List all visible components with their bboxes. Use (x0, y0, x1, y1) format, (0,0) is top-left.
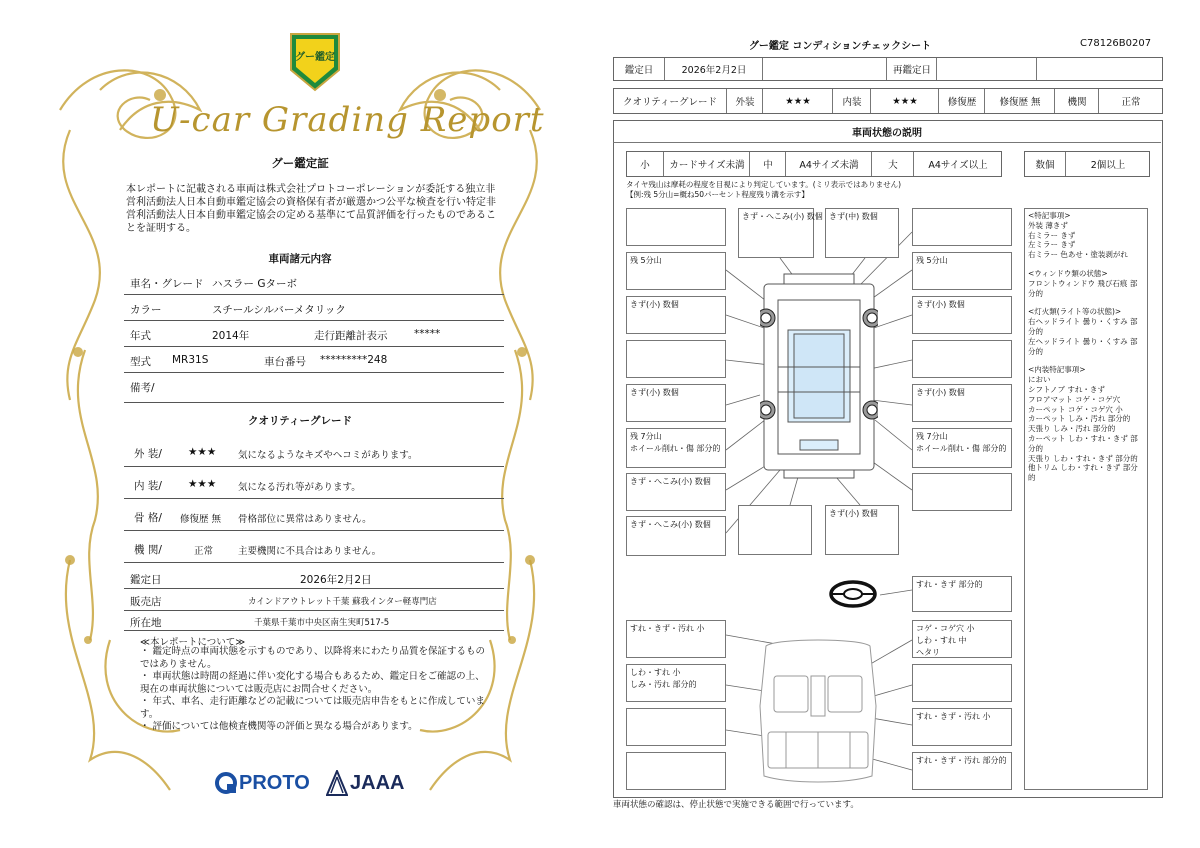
size-s-desc: カードサイズ未満 (663, 152, 750, 176)
exterior-stars: ★★★ (188, 446, 217, 458)
size-l: 大 (871, 152, 914, 176)
int-right1-line3: ヘタリ (916, 648, 940, 657)
note-line: 右ミラー 色あせ・塗装剥がれ (1028, 250, 1128, 260)
note-line (1028, 356, 1144, 365)
int-right1-line1: コゲ・コゲ穴 小 (916, 624, 975, 633)
date-label: 鑑定日 (624, 65, 654, 76)
note-line: <灯火類(ライト等の状態)> (1028, 307, 1122, 317)
int-left2-line2: しみ・汚れ 部分的 (630, 680, 697, 689)
ext-box-tire-rr (912, 428, 1012, 468)
note-line: フロントウィンドウ 飛び石痕 部分的 (1028, 278, 1138, 298)
interior-label: 内 装/ (134, 480, 162, 492)
size-m-desc: A4サイズ未満 (785, 152, 872, 176)
ext-box-left-2 (626, 340, 726, 378)
dealer-value: カインドアウトレット千葉 蘇我インター軽専門店 (248, 597, 437, 607)
note-line: フロアマット コゲ・コゲ穴 (1028, 394, 1121, 404)
size-m: 中 (749, 152, 786, 176)
count-desc: 2個以上 (1065, 152, 1150, 176)
spec-year-label: 年式 (130, 330, 151, 342)
note-line: 外装 薄きず (1028, 220, 1068, 230)
note-line: 他トリム しわ・すれ・きず 部分的 (1028, 463, 1138, 483)
grade-engine-label: 機関 (1054, 89, 1099, 113)
grade-int-stars: ★★★ (870, 89, 939, 113)
int-box-steering: すれ・きず 部分的 (912, 576, 1012, 612)
tire-rl-line2: ホイール削れ・傷 部分的 (630, 444, 721, 453)
note-line: 右ミラー きず (1028, 230, 1076, 240)
ext-box-left-5: きず・へこみ(小) 数個 (626, 516, 726, 556)
steering-wheel-icon (828, 578, 878, 610)
grade-repair-value: 修復歴 無 (984, 89, 1055, 113)
grade-ext-label: 外装 (726, 89, 763, 113)
badge-label: グー鑑定 (295, 52, 335, 63)
spec-vin-label: 車台番号 (264, 356, 306, 368)
sheet-code: C78126B0207 (1080, 38, 1152, 49)
engine-value: 正常 (194, 546, 214, 557)
ext-box-front-2: きず(中) 数個 (825, 208, 899, 258)
note-line: におい (1028, 375, 1051, 385)
note-line: 左ヘッドライト 曇り・くすみ 部分的 (1028, 336, 1138, 356)
frame-label: 骨 格/ (134, 512, 162, 524)
note-line: カーペット コゲ・コゲ穴 小 (1028, 404, 1123, 414)
int-box-right-3: すれ・きず・汚れ 小 (912, 708, 1012, 746)
tire-rr-line1: 残 7分山 (916, 432, 948, 441)
ext-box-right-2 (912, 340, 1012, 378)
int-box-left-2 (626, 664, 726, 702)
exterior-label: 外 装/ (134, 448, 162, 460)
grade-engine-value: 正常 (1098, 89, 1163, 113)
note-line (1028, 260, 1144, 269)
ext-box-front-left (626, 208, 726, 246)
ext-box-left-4: きず・へこみ(小) 数個 (626, 473, 726, 511)
int-box-right-4: すれ・きず・汚れ 部分的 (912, 752, 1012, 790)
proto-text: PROTO (239, 772, 310, 794)
sheet-title: グー鑑定 コンディションチェックシート (748, 41, 932, 52)
frame-text: 骨格部位に異常はありません。 (238, 514, 372, 525)
grade-int-label: 内装 (832, 89, 871, 113)
int-left2-line1: しわ・すれ 小 (630, 668, 681, 677)
tire-rr-line2: ホイール削れ・傷 部分的 (916, 444, 1007, 453)
note-line: <内装特記事項> (1028, 365, 1086, 375)
script-title: U-car Grading Report (150, 100, 545, 140)
tire-note-2: 【例:残 5分山=概ね50パーセント程度残り溝を示す】 (626, 190, 809, 199)
grade-title: クオリティーグレード (622, 97, 718, 108)
count-label: 数個 (1035, 160, 1055, 171)
quality-heading: クオリティーグレード (248, 415, 352, 427)
note-line: <ウィンドウ類の状態> (1028, 268, 1108, 278)
note-line: 天張り しわ・すれ・きず 部分的 (1028, 453, 1138, 463)
note-line: 左ミラー きず (1028, 240, 1076, 250)
note-line: シフトノブ すれ・きず (1028, 384, 1105, 394)
car-interior-diagram (756, 636, 880, 786)
spec-color-value: スチールシルバーメタリック (212, 304, 346, 316)
ext-box-tire-rl (626, 428, 726, 468)
spec-year-value: 2014年 (212, 330, 250, 342)
ext-box-rear-2: きず(小) 数個 (825, 505, 899, 555)
note-line: <特記事項> (1028, 211, 1071, 220)
int-box-left-3 (626, 708, 726, 746)
notice-title: ≪本レポートについて≫ (140, 637, 246, 648)
ext-box-rear-1 (738, 505, 812, 555)
spec-name-label: 車名・グレード (130, 278, 204, 290)
engine-text: 主要機関に不具合はありません。 (238, 546, 382, 557)
int-box-left-1: すれ・きず・汚れ 小 (626, 620, 726, 658)
specs-heading: 車両諸元内容 (268, 253, 332, 265)
interior-stars: ★★★ (188, 478, 217, 490)
tire-rl-line1: 残 7分山 (630, 432, 662, 441)
ext-box-right-1: きず(小) 数個 (912, 296, 1012, 334)
address-label: 所在地 (130, 617, 162, 629)
exterior-text: 気になるようなキズやヘコミがあります。 (238, 450, 418, 461)
grade-ext-stars: ★★★ (762, 89, 833, 113)
address-value: 千葉県千葉市中央区南生実町517-5 (254, 618, 390, 628)
interior-text: 気になる汚れ等があります。 (238, 482, 361, 493)
size-s: 小 (640, 160, 650, 171)
ext-box-front-1: きず・へこみ(小) 数個 (738, 208, 814, 258)
int-box-right-1 (912, 620, 1012, 658)
date-label: 鑑定日 (130, 574, 162, 586)
ext-box-left-3: きず(小) 数個 (626, 384, 726, 422)
section-title: 車両状態の説明 (613, 120, 1161, 143)
redate-label: 再鑑定日 (886, 58, 937, 80)
note-line: 天張り しみ・汚れ 部分的 (1028, 424, 1116, 434)
intro-paragraph: 本レポートに記載される車両は株式会社プロトコーポレーションが委託する独立非営利活動法人日本自動車鑑定協会の資格保有者が厳選かつ公平な検査を行い特定非営利活動法人日本自動車鑑定協会の定める基準にて品質評価を行ったものであることを証明する。 (126, 184, 496, 234)
spec-color-label: カラー (130, 304, 162, 316)
sheet-footer: 車両状態の確認は、停止状態で実施できる範囲で行っています。 (613, 800, 859, 810)
spec-vin-value: *********248 (320, 354, 388, 366)
ext-box-tire-fl: 残 5分山 (626, 252, 726, 290)
engine-label: 機 関/ (134, 544, 162, 556)
spec-model-label: 型式 (130, 356, 151, 368)
note-line: カーペット しみ・汚れ 部分的 (1028, 414, 1131, 424)
int-box-left-4 (626, 752, 726, 790)
date-value: 2026年2月2日 (300, 574, 372, 586)
jaaa-text: JAAA (350, 772, 405, 794)
car-exterior-diagram (760, 272, 878, 482)
note-line: カーペット しわ・すれ・きず 部分的 (1028, 433, 1138, 453)
certificate-heading: グー鑑定証 (271, 156, 329, 170)
int-right1-line2: しわ・すれ 中 (916, 636, 967, 645)
spec-mileage-label: 走行距離計表示 (314, 330, 388, 342)
ext-box-left-1: きず(小) 数個 (626, 296, 726, 334)
ext-box-front-right (912, 208, 1012, 246)
size-l-desc: A4サイズ以上 (913, 152, 1002, 176)
spec-mileage-value: ***** (414, 328, 441, 340)
notice-item: ・ 車両状態は時間の経過に伴い変化する場合もあるため、鑑定日をご確認の上、現在の車両状態については販売店にお問合せください。 (140, 671, 485, 695)
spec-name-value: ハスラー Gターボ (212, 278, 297, 290)
tire-note-1: タイヤ残山は摩耗の程度を目視により判定しています。(ミリ表示ではありません) (626, 180, 902, 189)
dealer-label: 販売店 (130, 596, 162, 608)
spec-model-value: MR31S (172, 354, 209, 366)
frame-value: 修復歴 無 (180, 514, 222, 525)
ext-box-right-3: きず(小) 数個 (912, 384, 1012, 422)
notice-item: ・ 年式、車名、走行距離などの記載については販売店申告をもとに作成しています。 (140, 696, 485, 720)
note-line: 右ヘッドライト 曇り・くすみ 部分的 (1028, 317, 1138, 336)
special-notes (1024, 208, 1148, 790)
notice-item: ・ 鑑定時点の車両状態を示すものであり、以降将来にわたり品質を保証するものではありません。 (140, 646, 486, 670)
ext-box-tire-fr: 残 5分山 (912, 252, 1012, 290)
date-value: 2026年2月2日 (664, 58, 763, 80)
spec-notes-label: 備考/ (130, 382, 155, 394)
grade-repair-label: 修復歴 (938, 89, 985, 113)
ext-box-right-4 (912, 473, 1012, 511)
notice-item: ・ 評価については他検査機関等の評価と異なる場合があります。 (140, 721, 418, 732)
int-box-right-2 (912, 664, 1012, 702)
